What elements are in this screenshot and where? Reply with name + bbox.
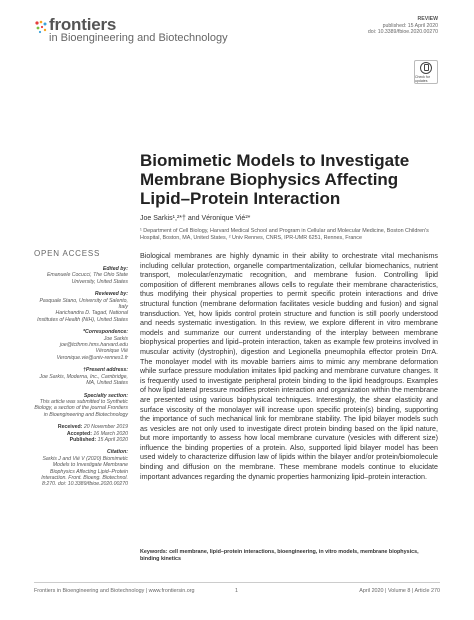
accepted-date: 16 March 2020 [93,430,128,437]
article-type: REVIEW [417,16,438,22]
footer-journal[interactable]: Frontiers in Bioengineering and Biotechnology | www.frontiersin.org [34,588,195,594]
specialty-label: Specialty section: [83,392,128,399]
article-sidebar [34,266,128,494]
abstract: Biological membranes are highly dynamic in their ability to orchestrate vital mechanisms including cellular protection, organelle compartmentalization, cellular biomechanics, nutrient transport, molecular/enzymatic recognition, and membrane fusion. Controlling lipid composition of different membranes allows cells to regulate their membrane characteristics, thus modifying their physical properties to permit specific protein interactions and drive structural function (membrane deformation facilitates vesicle budding and fusion) and signal transduction. Yet, how lipids control protein structure and function is still poorly understood and needs systematic investigation. In this review, we explore different in vitro membrane models and summarize our current understanding of the interplay between membrane biophysical properties and lipid–protein interaction, taken as example few proteins involved in muscular activity (dystrophin), digestion and Legionella pneumophila effector protein DrrA. The monolayer model with its movable barriers aims to mimic any membrane deformation while surface pressure modulation imitates lipid packing and membrane curvature changes. It is frequently used to investigate peripheral protein binding to the lipid headgroups. Examples of how lipid lateral pressure modifies protein interaction and organization within the membrane are presented using various biophysical techniques. Interestingly, the shear elasticity and surface viscosity of the monolayer will increase upon specific protein(s) binding, supporting the importance of such mechanical link for membrane stability. The lipid bilayer models such as vesicles are not only used to investigate direct protein binding based on the lipid nature, but more importantly to assess how local membrane curvature (vesicles with different size) influence the binding properties of a protein. Also, supported lipid bilayer model has been used widely to characterize diffusion law of lipids within the bilayer and/or protein/biomolecule binding and diffusion on the membrane. These membrane models continue to elucidate important advances regarding the dynamic properties harmonizing lipid–protein interaction. [140,252,438,481]
corr-email-2[interactable]: Veronique.vie@univ-rennes1.fr [56,354,128,361]
edited-by-label: Edited by: [102,266,128,272]
keywords-list: cell membrane, lipid–protein interactions, bioengineering, in vitro models, membrane biophysics, binding kinetics [140,549,419,562]
editor: Emanuele Cocucci, The Ohio State University, United States [46,272,128,285]
journal-name: in Bioengineering and Biotechnology [49,32,228,44]
correspondence-label: *Correspondence: [83,329,128,336]
check-updates-icon [420,62,432,74]
doi-link[interactable]: doi: 10.3389/fbioe.2020.00270 [367,29,438,36]
published-label: Published: [69,436,97,443]
footer-issue: April 2020 | Volume 8 | Article 270 [359,588,440,594]
corr-email-1[interactable]: joe@tcthmn.hms.harvard.edu [59,342,128,349]
specialty-section: This article was submitted to Synthetic Biology, a section of the journal Frontiers in Bioengineering and Biotechnology [34,398,128,418]
corr-name-1: Joe Sarkis [103,335,128,342]
published-date-sidebar: 15 April 2020 [97,436,128,443]
reviewed-by-label: Reviewed by: [94,291,128,298]
affiliations: ¹ Department of Cell Biology, Harvard Medical School and Program in Cellular and Molecular Medicine, Boston Children's Hospital, Boston, MA, United States, ² Univ Rennes, CNRS, IPR-UMR 6251, Rennes, France [140,228,429,241]
present-address-label: †Present address: [83,367,128,374]
reviewer-2: Harichandra D. Tagad, National Institutes of Health (NIH), United States [37,310,128,323]
open-access-label: OPEN ACCESS [34,249,101,258]
keywords-label: Keywords: [140,549,168,555]
received-label: Received: [57,424,83,431]
published-date: published: 15 April 2020 [382,22,438,29]
reviewer-1: Pasquale Stano, University of Salento, Italy [39,297,128,311]
present-address: Joe Sarkis, Moderna, Inc., Cambridge, MA, United States [39,373,128,387]
keywords [140,549,438,563]
accepted-label: Accepted: [66,430,92,437]
citation: Sarkis J and Vié V (2020) Biomimetic Models to Investigate Membrane Biophysics Affecting Lipid–Protein Interaction. Front. Bioeng. Biotechnol. 8:270. doi: 10.3389/fbioe.2020.00270 [41,455,128,488]
article-authors: Joe Sarkis¹,²*† and Véronique Vié²* [140,215,251,222]
check-updates-label: Check for updates [415,74,430,83]
frontiers-logo-icon [34,20,48,34]
citation-label: Citation: [106,449,128,456]
journal-logo[interactable] [34,15,228,51]
check-updates-badge[interactable] [414,60,438,84]
brand-name: frontiers [49,15,117,34]
received-date: 20 November 2019 [83,424,128,431]
page-number: 1 [235,588,238,594]
article-meta [298,16,438,36]
article-title: Biomimetic Models to Investigate Membrane Biophysics Affecting Lipid–Protein Interaction [140,151,410,208]
corr-name-2: Véronique Vié [95,348,128,355]
footer-divider [34,582,440,583]
